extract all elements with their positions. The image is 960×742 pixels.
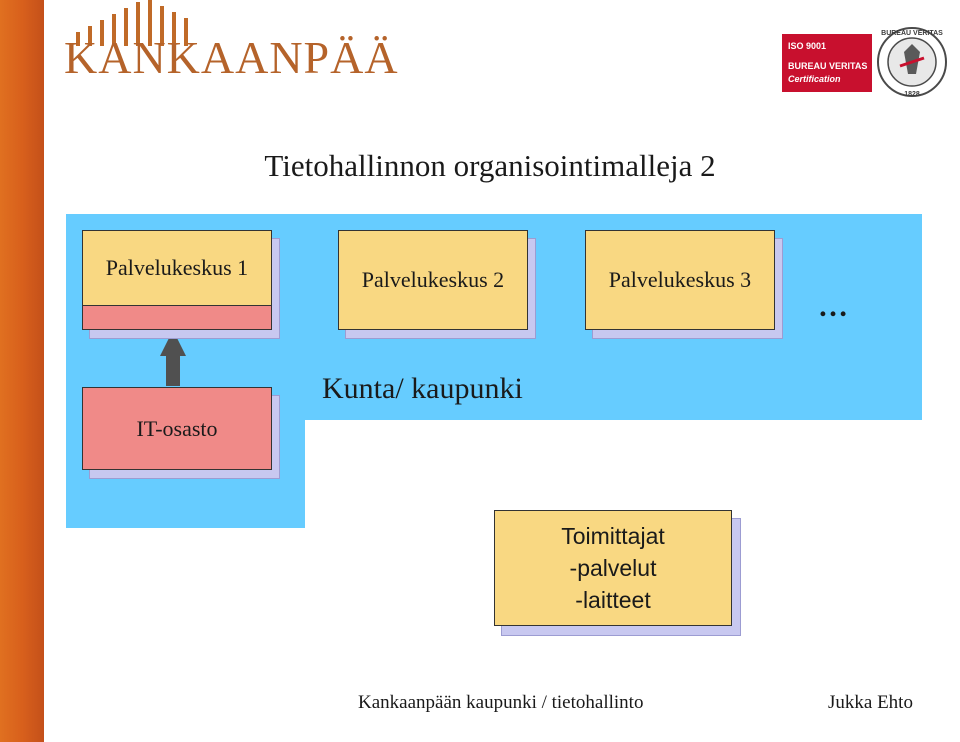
seal-year: 1828: [904, 91, 920, 98]
seal-text: BUREAU VERITAS: [881, 30, 943, 37]
organization-label: Kunta/ kaupunki: [322, 372, 523, 405]
suppliers-line-1: Toimittajat: [561, 523, 665, 549]
cert-line-2: BUREAU VERITAS: [788, 61, 868, 71]
logo-wordmark: KANKAANPÄÄ: [64, 32, 399, 83]
it-department-box: IT-osasto: [82, 387, 272, 470]
service-center-3: Palvelukeskus 3: [585, 230, 775, 330]
service-center-1: Palvelukeskus 1: [82, 230, 272, 306]
footer-author: Jukka Ehto: [828, 692, 913, 713]
service-center-1-it-strip: [82, 306, 272, 330]
more-ellipsis: …: [818, 290, 850, 323]
service-center-2: Palvelukeskus 2: [338, 230, 528, 330]
suppliers-line-2: -palvelut: [569, 555, 657, 581]
slide-title: Tietohallinnon organisointimalleja 2: [264, 148, 716, 183]
footer-organization: Kankaanpään kaupunki / tietohallinto: [358, 692, 644, 713]
cert-line-1: ISO 9001: [788, 41, 827, 51]
cert-line-3: Certification: [788, 74, 841, 84]
suppliers-line-3: -laitteet: [575, 587, 651, 613]
suppliers-box: [494, 510, 732, 626]
